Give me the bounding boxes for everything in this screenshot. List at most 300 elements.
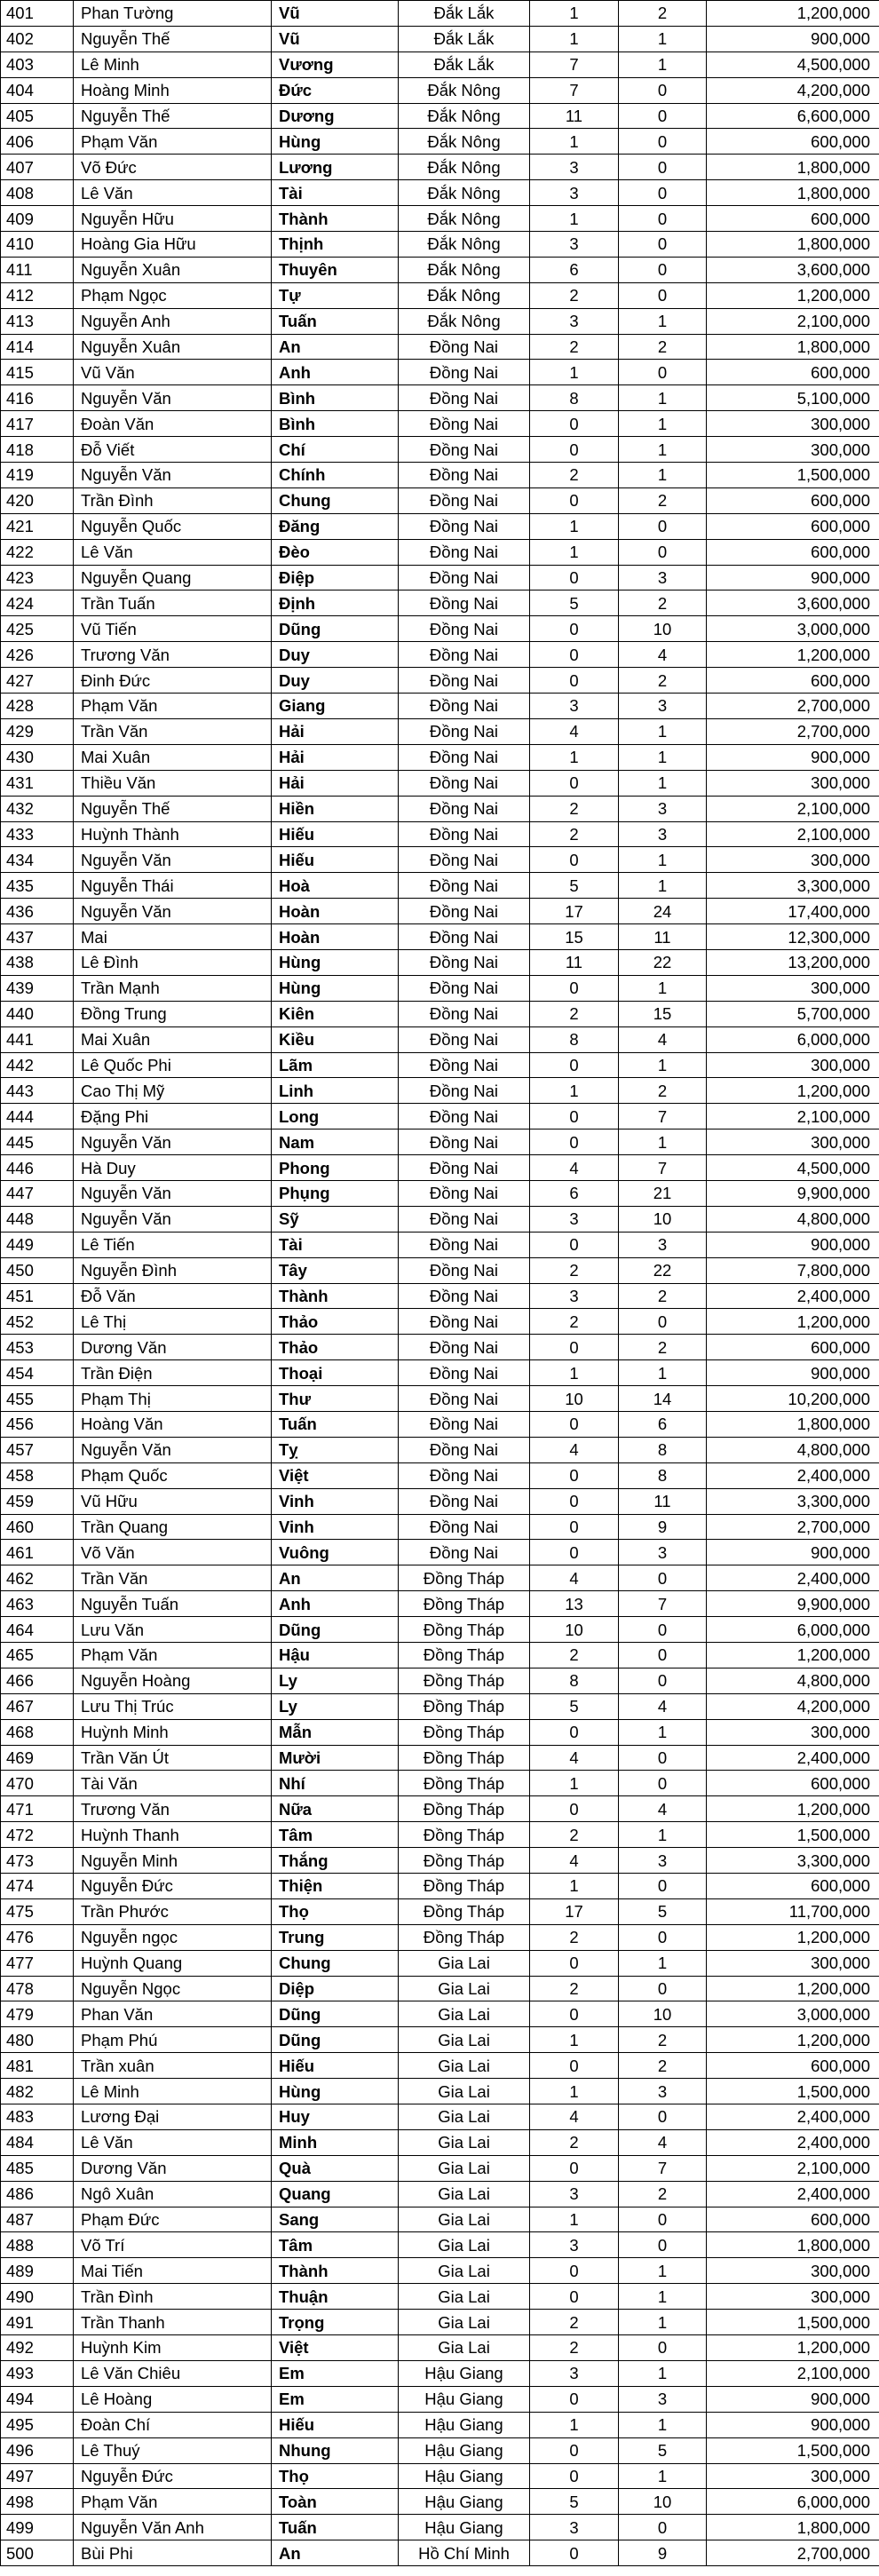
row-number-cell: 434: [1, 847, 74, 873]
province-cell: Hậu Giang: [399, 2437, 530, 2463]
table-row: [1, 1745, 879, 1771]
table-row: [1, 694, 879, 719]
table-row: [1, 1129, 879, 1155]
surname-cell: Nguyễn Thế: [74, 103, 272, 129]
given-name-cell: An: [272, 334, 399, 360]
count-b-cell: 10: [619, 2489, 707, 2515]
province-cell: Đồng Nai: [399, 1257, 530, 1283]
given-name-cell: Tài: [272, 1232, 399, 1257]
surname-cell: Trần Đình: [74, 487, 272, 513]
row-number-cell: 445: [1, 1129, 74, 1155]
table-row: [1, 437, 879, 463]
row-number-cell: 443: [1, 1078, 74, 1104]
province-cell: Gia Lai: [399, 2129, 530, 2155]
surname-cell: Phạm Phú: [74, 2027, 272, 2053]
table-row: [1, 1360, 879, 1386]
count-a-cell: 0: [530, 668, 619, 694]
given-name-cell: Sỹ: [272, 1206, 399, 1232]
surname-cell: Lê Văn Chiêu: [74, 2360, 272, 2386]
province-cell: Đồng Nai: [399, 463, 530, 488]
count-a-cell: 5: [530, 2489, 619, 2515]
amount-cell: 1,200,000: [707, 1309, 879, 1335]
count-b-cell: 1: [619, 770, 707, 796]
count-b-cell: 1: [619, 2310, 707, 2335]
surname-cell: Trần Văn: [74, 1565, 272, 1591]
count-a-cell: 0: [530, 1129, 619, 1155]
count-b-cell: 3: [619, 2079, 707, 2104]
amount-cell: 11,700,000: [707, 1898, 879, 1924]
province-cell: Đồng Nai: [399, 1488, 530, 1514]
amount-cell: 2,100,000: [707, 2360, 879, 2386]
province-cell: Đồng Nai: [399, 847, 530, 873]
row-number-cell: 404: [1, 77, 74, 103]
count-b-cell: 15: [619, 1001, 707, 1026]
amount-cell: 900,000: [707, 2412, 879, 2437]
count-b-cell: 0: [619, 1309, 707, 1335]
count-a-cell: 0: [530, 1719, 619, 1745]
count-b-cell: 0: [619, 2232, 707, 2258]
surname-cell: Nguyễn Đình: [74, 1257, 272, 1283]
province-cell: Đắk Nông: [399, 308, 530, 334]
given-name-cell: Long: [272, 1104, 399, 1129]
row-number-cell: 470: [1, 1771, 74, 1796]
surname-cell: Nguyễn Quốc: [74, 513, 272, 539]
given-name-cell: Thảo: [272, 1309, 399, 1335]
amount-cell: 300,000: [707, 847, 879, 873]
given-name-cell: Hùng: [272, 975, 399, 1001]
row-number-cell: 466: [1, 1668, 74, 1693]
given-name-cell: Quang: [272, 2181, 399, 2207]
table-row: [1, 847, 879, 873]
province-cell: Đồng Nai: [399, 1514, 530, 1540]
row-number-cell: 426: [1, 642, 74, 668]
row-number-cell: 460: [1, 1514, 74, 1540]
table-row: [1, 2463, 879, 2489]
given-name-cell: Thành: [272, 2258, 399, 2284]
table-row: [1, 2360, 879, 2386]
given-name-cell: Hoàn: [272, 899, 399, 924]
surname-cell: Trần Văn Út: [74, 1745, 272, 1771]
province-cell: Đồng Nai: [399, 1129, 530, 1155]
row-number-cell: 452: [1, 1309, 74, 1335]
amount-cell: 300,000: [707, 975, 879, 1001]
row-number-cell: 431: [1, 770, 74, 796]
amount-cell: 2,100,000: [707, 821, 879, 847]
surname-cell: Huỳnh Minh: [74, 1719, 272, 1745]
row-number-cell: 451: [1, 1283, 74, 1309]
province-cell: Đồng Nai: [399, 1386, 530, 1412]
row-number-cell: 417: [1, 411, 74, 437]
province-cell: Đồng Nai: [399, 821, 530, 847]
count-b-cell: 2: [619, 487, 707, 513]
province-cell: Đồng Nai: [399, 1078, 530, 1104]
province-cell: Gia Lai: [399, 2232, 530, 2258]
table-row: [1, 539, 879, 565]
table-row: [1, 2437, 879, 2463]
amount-cell: 1,500,000: [707, 1822, 879, 1848]
given-name-cell: Tâm: [272, 1822, 399, 1848]
count-b-cell: 2: [619, 1078, 707, 1104]
table-row: [1, 2258, 879, 2284]
count-b-cell: 11: [619, 924, 707, 950]
row-number-cell: 406: [1, 129, 74, 155]
row-number-cell: 495: [1, 2412, 74, 2437]
count-a-cell: 2: [530, 1257, 619, 1283]
count-a-cell: 3: [530, 2181, 619, 2207]
table-row: [1, 1848, 879, 1874]
given-name-cell: Kiên: [272, 1001, 399, 1026]
count-a-cell: 3: [530, 2232, 619, 2258]
count-a-cell: 1: [530, 206, 619, 232]
table-row: [1, 26, 879, 52]
province-cell: Đồng Nai: [399, 385, 530, 411]
count-a-cell: 1: [530, 129, 619, 155]
row-number-cell: 427: [1, 668, 74, 694]
table-row: [1, 1488, 879, 1514]
count-a-cell: 0: [530, 642, 619, 668]
province-cell: Hậu Giang: [399, 2489, 530, 2515]
count-a-cell: 2: [530, 1822, 619, 1848]
count-b-cell: 0: [619, 1565, 707, 1591]
amount-cell: 300,000: [707, 1129, 879, 1155]
amount-cell: 6,000,000: [707, 1026, 879, 1052]
surname-cell: Vũ Tiến: [74, 616, 272, 642]
amount-cell: 6,600,000: [707, 103, 879, 129]
count-a-cell: 0: [530, 1462, 619, 1488]
given-name-cell: Tài: [272, 180, 399, 206]
table-row: [1, 1283, 879, 1309]
amount-cell: 300,000: [707, 770, 879, 796]
surname-cell: Mai Tiến: [74, 2258, 272, 2284]
count-b-cell: 8: [619, 1462, 707, 1488]
table-row: [1, 2310, 879, 2335]
count-b-cell: 22: [619, 949, 707, 975]
surname-cell: Nguyễn Xuân: [74, 334, 272, 360]
province-cell: Đồng Nai: [399, 411, 530, 437]
row-number-cell: 439: [1, 975, 74, 1001]
province-cell: Đồng Tháp: [399, 1771, 530, 1796]
table-row: [1, 796, 879, 821]
row-number-cell: 446: [1, 1155, 74, 1181]
count-a-cell: 0: [530, 616, 619, 642]
count-b-cell: 3: [619, 694, 707, 719]
row-number-cell: 498: [1, 2489, 74, 2515]
given-name-cell: Thịnh: [272, 232, 399, 258]
given-name-cell: Dũng: [272, 616, 399, 642]
count-a-cell: 0: [530, 1514, 619, 1540]
count-a-cell: 4: [530, 1848, 619, 1874]
surname-cell: Trương Văn: [74, 1796, 272, 1822]
given-name-cell: Hoà: [272, 873, 399, 899]
surname-cell: Nguyễn Văn: [74, 385, 272, 411]
given-name-cell: Anh: [272, 1591, 399, 1617]
amount-cell: 1,800,000: [707, 155, 879, 180]
table-row: [1, 2027, 879, 2053]
amount-cell: 1,800,000: [707, 232, 879, 258]
amount-cell: 900,000: [707, 1540, 879, 1565]
count-b-cell: 9: [619, 1514, 707, 1540]
amount-cell: 3,600,000: [707, 257, 879, 282]
count-a-cell: 2: [530, 334, 619, 360]
given-name-cell: Hiếu: [272, 847, 399, 873]
amount-cell: 4,500,000: [707, 1155, 879, 1181]
given-name-cell: Trung: [272, 1924, 399, 1950]
count-a-cell: 3: [530, 155, 619, 180]
count-b-cell: 0: [619, 539, 707, 565]
province-cell: Gia Lai: [399, 2284, 530, 2310]
province-cell: Đắk Nông: [399, 282, 530, 308]
count-a-cell: 0: [530, 2155, 619, 2181]
given-name-cell: Thọ: [272, 1898, 399, 1924]
count-b-cell: 3: [619, 1232, 707, 1257]
row-number-cell: 462: [1, 1565, 74, 1591]
row-number-cell: 486: [1, 2181, 74, 2207]
count-a-cell: 11: [530, 103, 619, 129]
count-b-cell: 2: [619, 668, 707, 694]
province-cell: Đồng Tháp: [399, 1898, 530, 1924]
count-b-cell: 0: [619, 1668, 707, 1693]
given-name-cell: Thành: [272, 1283, 399, 1309]
table-row: [1, 1001, 879, 1026]
table-row: [1, 1719, 879, 1745]
row-number-cell: 430: [1, 744, 74, 770]
given-name-cell: Thuyên: [272, 257, 399, 282]
amount-cell: 1,500,000: [707, 2437, 879, 2463]
province-cell: Hồ Chí Minh: [399, 2540, 530, 2566]
surname-cell: Phạm Quốc: [74, 1462, 272, 1488]
count-a-cell: 3: [530, 232, 619, 258]
given-name-cell: Hải: [272, 770, 399, 796]
count-b-cell: 2: [619, 590, 707, 616]
amount-cell: 5,100,000: [707, 385, 879, 411]
province-cell: Đắk Nông: [399, 155, 530, 180]
province-cell: Đắk Nông: [399, 77, 530, 103]
count-b-cell: 1: [619, 1052, 707, 1078]
table-row: [1, 2001, 879, 2027]
row-number-cell: 471: [1, 1796, 74, 1822]
surname-cell: Đồng Trung: [74, 1001, 272, 1026]
count-b-cell: 0: [619, 103, 707, 129]
given-name-cell: Tuấn: [272, 2515, 399, 2540]
count-a-cell: 1: [530, 539, 619, 565]
count-a-cell: 1: [530, 513, 619, 539]
table-row: [1, 2207, 879, 2232]
table-row: [1, 103, 879, 129]
count-b-cell: 1: [619, 463, 707, 488]
given-name-cell: Vương: [272, 52, 399, 77]
count-b-cell: 0: [619, 1745, 707, 1771]
row-number-cell: 453: [1, 1335, 74, 1360]
count-a-cell: 0: [530, 1488, 619, 1514]
given-name-cell: Đăng: [272, 513, 399, 539]
amount-cell: 2,400,000: [707, 1462, 879, 1488]
surname-cell: Lương Đại: [74, 2104, 272, 2130]
amount-cell: 1,200,000: [707, 1976, 879, 2001]
province-cell: Đồng Nai: [399, 1462, 530, 1488]
surname-cell: Trần Văn: [74, 718, 272, 744]
count-b-cell: 6: [619, 1411, 707, 1437]
count-a-cell: 7: [530, 77, 619, 103]
table-row: [1, 1232, 879, 1257]
amount-cell: 13,200,000: [707, 949, 879, 975]
amount-cell: 1,500,000: [707, 2310, 879, 2335]
count-b-cell: 1: [619, 744, 707, 770]
row-number-cell: 474: [1, 1874, 74, 1899]
count-b-cell: 4: [619, 1693, 707, 1719]
row-number-cell: 450: [1, 1257, 74, 1283]
table-row: [1, 463, 879, 488]
row-number-cell: 410: [1, 232, 74, 258]
count-b-cell: 3: [619, 1848, 707, 1874]
surname-cell: Nguyễn Anh: [74, 308, 272, 334]
given-name-cell: Hiếu: [272, 2412, 399, 2437]
surname-cell: Võ Văn: [74, 1540, 272, 1565]
count-b-cell: 10: [619, 1206, 707, 1232]
given-name-cell: Phong: [272, 1155, 399, 1181]
surname-cell: Phạm Văn: [74, 1643, 272, 1668]
amount-cell: 300,000: [707, 437, 879, 463]
table-row: [1, 77, 879, 103]
surname-cell: Dương Văn: [74, 2155, 272, 2181]
count-b-cell: 3: [619, 821, 707, 847]
count-b-cell: 2: [619, 2181, 707, 2207]
given-name-cell: Em: [272, 2360, 399, 2386]
amount-cell: 600,000: [707, 206, 879, 232]
count-b-cell: 10: [619, 616, 707, 642]
count-a-cell: 0: [530, 2463, 619, 2489]
province-cell: Đắk Nông: [399, 180, 530, 206]
row-number-cell: 432: [1, 796, 74, 821]
surname-cell: Mai Xuân: [74, 744, 272, 770]
row-number-cell: 419: [1, 463, 74, 488]
amount-cell: 2,100,000: [707, 1104, 879, 1129]
count-a-cell: 0: [530, 2437, 619, 2463]
amount-cell: 2,700,000: [707, 718, 879, 744]
count-a-cell: 3: [530, 2360, 619, 2386]
table-row: [1, 975, 879, 1001]
province-cell: Hậu Giang: [399, 2360, 530, 2386]
row-number-cell: 438: [1, 949, 74, 975]
surname-cell: Võ Trí: [74, 2232, 272, 2258]
surname-cell: Lê Văn: [74, 2129, 272, 2155]
row-number-cell: 408: [1, 180, 74, 206]
count-b-cell: 3: [619, 796, 707, 821]
surname-cell: Nguyễn Văn: [74, 1129, 272, 1155]
province-cell: Đồng Nai: [399, 668, 530, 694]
given-name-cell: Thiện: [272, 1874, 399, 1899]
surname-cell: Phan Tường: [74, 1, 272, 27]
province-cell: Đồng Nai: [399, 796, 530, 821]
given-name-cell: Minh: [272, 2129, 399, 2155]
province-cell: Đồng Nai: [399, 539, 530, 565]
row-number-cell: 493: [1, 2360, 74, 2386]
province-cell: Gia Lai: [399, 1976, 530, 2001]
count-a-cell: 13: [530, 1591, 619, 1617]
amount-cell: 900,000: [707, 744, 879, 770]
province-cell: Đồng Nai: [399, 1206, 530, 1232]
row-number-cell: 463: [1, 1591, 74, 1617]
count-a-cell: 2: [530, 1643, 619, 1668]
count-a-cell: 6: [530, 257, 619, 282]
given-name-cell: Thoại: [272, 1360, 399, 1386]
amount-cell: 9,900,000: [707, 1180, 879, 1206]
amount-cell: 2,700,000: [707, 2540, 879, 2566]
given-name-cell: Hùng: [272, 949, 399, 975]
table-body: [1, 1, 879, 2566]
table-row: [1, 1591, 879, 1617]
count-a-cell: 4: [530, 1745, 619, 1771]
amount-cell: 1,200,000: [707, 1078, 879, 1104]
row-number-cell: 458: [1, 1462, 74, 1488]
count-a-cell: 0: [530, 1232, 619, 1257]
count-b-cell: 2: [619, 2053, 707, 2079]
row-number-cell: 412: [1, 282, 74, 308]
province-cell: Đồng Nai: [399, 642, 530, 668]
province-cell: Gia Lai: [399, 2310, 530, 2335]
count-a-cell: 0: [530, 1950, 619, 1976]
surname-cell: Lê Thị: [74, 1309, 272, 1335]
count-b-cell: 0: [619, 360, 707, 385]
amount-cell: 1,800,000: [707, 180, 879, 206]
count-b-cell: 1: [619, 2284, 707, 2310]
given-name-cell: Anh: [272, 360, 399, 385]
count-a-cell: 0: [530, 2540, 619, 2566]
surname-cell: Mai: [74, 924, 272, 950]
province-cell: Gia Lai: [399, 2079, 530, 2104]
given-name-cell: Đức: [272, 77, 399, 103]
surname-cell: Lê Tiến: [74, 1232, 272, 1257]
table-row: [1, 282, 879, 308]
table-row: [1, 1386, 879, 1412]
surname-cell: Lê Văn: [74, 180, 272, 206]
given-name-cell: Ly: [272, 1668, 399, 1693]
surname-cell: Lê Thuý: [74, 2437, 272, 2463]
count-a-cell: 2: [530, 2310, 619, 2335]
table-row: [1, 2104, 879, 2130]
amount-cell: 1,200,000: [707, 2027, 879, 2053]
province-cell: Đồng Nai: [399, 1437, 530, 1462]
table-row: [1, 565, 879, 590]
count-b-cell: 22: [619, 1257, 707, 1283]
surname-cell: Lê Văn: [74, 539, 272, 565]
surname-cell: Đoàn Chí: [74, 2412, 272, 2437]
province-cell: Đồng Nai: [399, 513, 530, 539]
count-a-cell: 2: [530, 1309, 619, 1335]
count-b-cell: 11: [619, 1488, 707, 1514]
count-b-cell: 2: [619, 1, 707, 27]
surname-cell: Lê Quốc Phi: [74, 1052, 272, 1078]
province-cell: Đồng Tháp: [399, 1643, 530, 1668]
count-b-cell: 5: [619, 1898, 707, 1924]
row-number-cell: 403: [1, 52, 74, 77]
amount-cell: 2,400,000: [707, 1565, 879, 1591]
province-cell: Đồng Nai: [399, 873, 530, 899]
row-number-cell: 444: [1, 1104, 74, 1129]
province-cell: Đồng Nai: [399, 1540, 530, 1565]
table-row: [1, 718, 879, 744]
count-b-cell: 0: [619, 129, 707, 155]
surname-cell: Nguyễn Văn: [74, 847, 272, 873]
surname-cell: Lê Minh: [74, 2079, 272, 2104]
given-name-cell: Hải: [272, 744, 399, 770]
count-a-cell: 3: [530, 2515, 619, 2540]
surname-cell: Huỳnh Thanh: [74, 1822, 272, 1848]
table-row: [1, 487, 879, 513]
table-row: [1, 180, 879, 206]
amount-cell: 4,200,000: [707, 1693, 879, 1719]
count-a-cell: 10: [530, 1617, 619, 1643]
amount-cell: 2,400,000: [707, 1745, 879, 1771]
